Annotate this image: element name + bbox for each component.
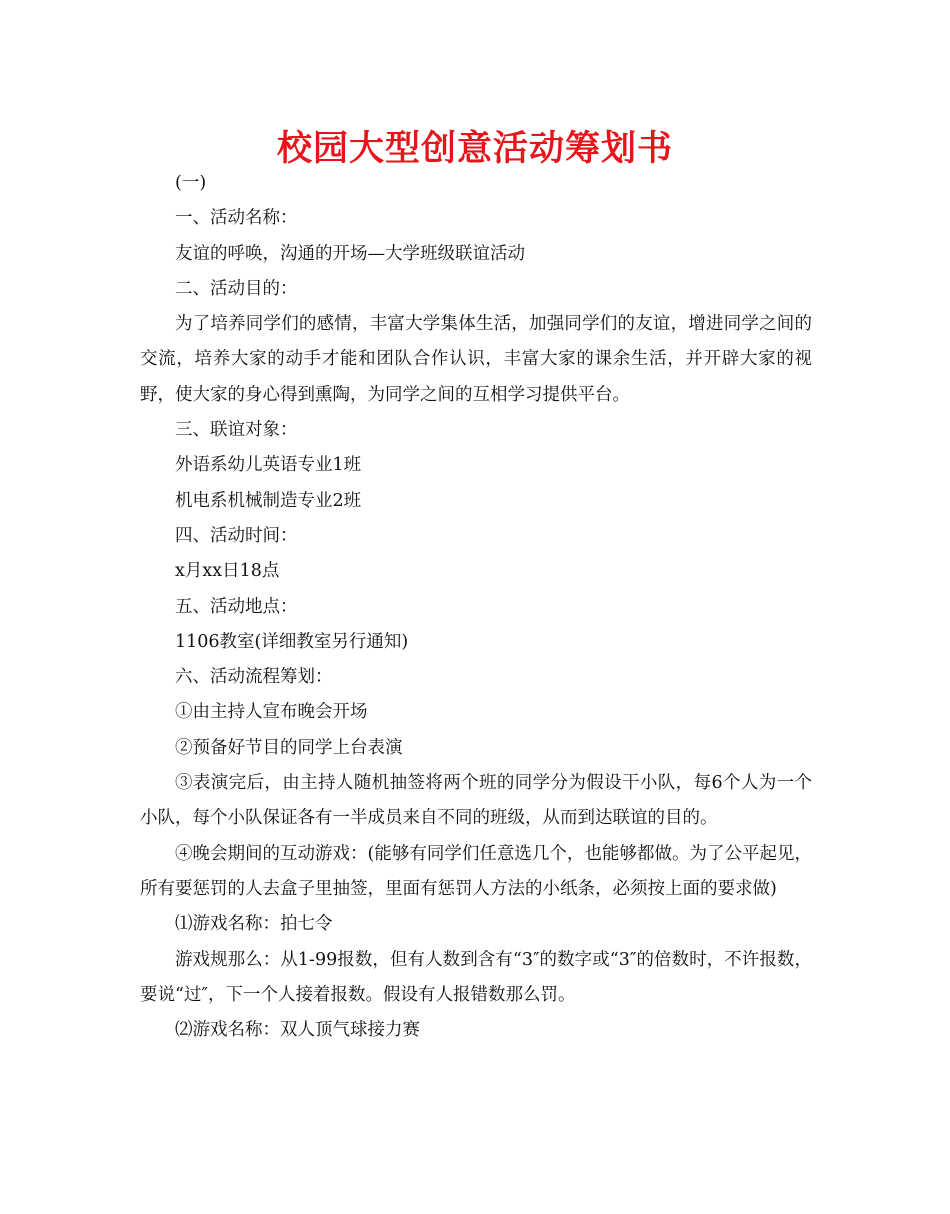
heading-activity-purpose: 二、活动目的： <box>175 278 298 299</box>
paragraph-activity-location: 1106教室(详细教室另行通知) <box>175 631 409 652</box>
paragraph-activity-purpose: 为了培养同学们的感情，丰富大学集体生活，加强同学们的友谊，增进同学之间的交流，培养大家的动手才能和团队合作认识，丰富大家的课余生活，并开辟大家的视野，使大家的身心得到熏陶，为同学之间的互相学习提供平台。 <box>140 314 812 405</box>
heading-activity-process: 六、活动流程筹划： <box>175 667 333 688</box>
paragraph-process-step-2: ②预备好节目的同学上台表演 <box>175 737 403 758</box>
heading-participants: 三、联谊对象： <box>175 420 298 441</box>
heading-activity-location: 五、活动地点： <box>175 596 298 617</box>
paragraph-participant-1: 外语系幼儿英语专业1班 <box>175 455 362 476</box>
paragraph-participant-2: 机电系机械制造专业2班 <box>175 490 362 511</box>
heading-activity-time: 四、活动时间： <box>175 525 298 546</box>
document-body <box>140 166 812 1048</box>
paragraph-process-step-4: ④晚会期间的互动游戏：(能够有同学们任意选几个，也能够都做。为了公平起见，所有要惩罚的人去盒子里抽签，里面有惩罚人方法的小纸条，必须按上面的要求做) <box>140 843 812 899</box>
paragraph-activity-time: x月xx日18点 <box>175 561 280 582</box>
paragraph-game-1-rules: 游戏规那么：从1-99报数，但有人数到含有“3″的数字或“3″的倍数时，不许报数，要说“过″，下一个人接着报数。假设有人报错数那么罚。 <box>140 949 812 1005</box>
paragraph-game-1-name: ⑴游戏名称：拍七令 <box>175 914 333 935</box>
paragraph-section-marker: (一) <box>175 173 207 193</box>
document-title: 校园大型创意活动筹划书 <box>276 129 673 169</box>
paragraph-process-step-3: ③表演完后，由主持人随机抽签将两个班的同学分为假设干小队，每6个人为一个小队，每个小队保证各有一半成员来自不同的班级，从而到达联谊的目的。 <box>140 773 812 829</box>
heading-activity-name: 一、活动名称： <box>175 208 298 229</box>
paragraph-process-step-1: ①由主持人宣布晚会开场 <box>175 702 368 723</box>
paragraph-activity-name: 友谊的呼唤，沟通的开场—大学班级联谊活动 <box>175 243 525 264</box>
paragraph-game-2-name: ⑵游戏名称：双人顶气球接力赛 <box>175 1020 420 1041</box>
